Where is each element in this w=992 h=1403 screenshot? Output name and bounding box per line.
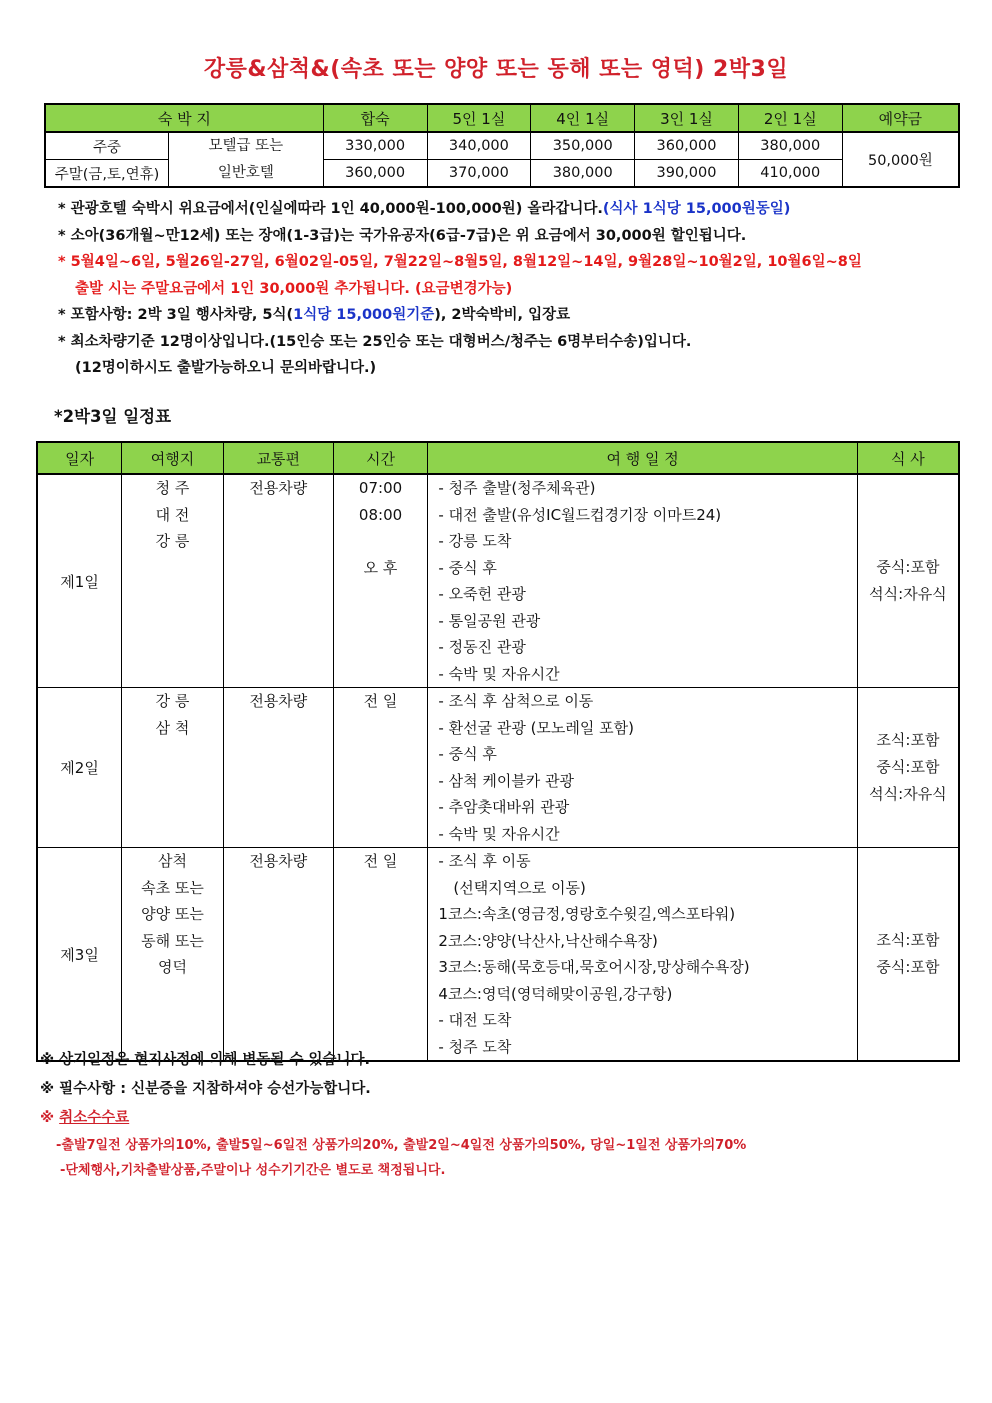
note-includes-meal: 1식당 15,000원기준 (293, 307, 435, 323)
sched-header-meal: 식 사 (857, 442, 959, 474)
weekday-label: 주중 (45, 132, 169, 160)
day-places (122, 848, 224, 1062)
itinerary-line: - 조식 후 삼척으로 이동 (438, 692, 594, 710)
price-header-row (45, 104, 959, 132)
day-transport (223, 474, 333, 688)
price-header-lodging: 숙 박 지 (45, 104, 323, 132)
itinerary-line: - 통일공원 관광 (438, 611, 541, 630)
day-transport (223, 848, 333, 1062)
meal-line: 조식:포함 (876, 731, 940, 749)
itinerary-line: - 환선굴 관광 (모노레일 포함) (438, 718, 634, 737)
itinerary-line: 3코스:동해(묵호등대,묵호어시장,망상해수욕장) (438, 958, 750, 976)
price-cell: 360,000 (635, 132, 739, 160)
place: 강 릉 (155, 692, 190, 710)
time: 전 일 (363, 692, 398, 710)
price-cell: 330,000 (323, 132, 427, 160)
transport-text: 전용차량 (249, 852, 308, 870)
lodging-line-1: 모텔급 또는 (208, 138, 284, 154)
itinerary-line: - 삼척 케이블카 관광 (438, 771, 575, 790)
footer-cancel-fees: -출발7일전 상품가의10%, 출발5일~6일전 상품가의20%, 출발2일~4일전 상품가의50%, 당일~1일전 상품가의70% (56, 1138, 747, 1153)
day-meals (857, 474, 959, 688)
note-peak-surcharge: 출발 시는 주말요금에서 1인 30,000원 추가됩니다. (요금변경가능) (75, 280, 513, 297)
day-places (122, 688, 224, 848)
price-cell: 390,000 (635, 160, 739, 188)
day-label: 제3일 (37, 848, 122, 1062)
sched-header-day: 일자 (37, 442, 122, 474)
price-header-5p: 5인 1실 (427, 104, 531, 132)
place: 동해 또는 (141, 931, 204, 950)
meal-line: 석식:자유식 (869, 585, 947, 603)
place: 양양 또는 (141, 905, 204, 923)
day-times (333, 474, 428, 688)
price-cell: 380,000 (738, 132, 842, 160)
note-includes (58, 302, 958, 329)
day-label: 제1일 (37, 474, 122, 688)
meal-line: 석식:자유식 (869, 785, 947, 803)
note-peak-dates: * 5월4일~6일, 5월26일-27일, 6월02일-05일, 7월22일~8월5일, 8월12일~14일, 9월28일~10월2일, 10월6일~8일 (58, 254, 862, 270)
price-header-4p: 4인 1실 (531, 104, 635, 132)
price-header-deposit: 예약금 (842, 104, 959, 132)
schedule-row-day1 (37, 474, 959, 688)
price-cell: 380,000 (531, 160, 635, 188)
time: 08:00 (358, 505, 403, 524)
price-cell: 370,000 (427, 160, 531, 188)
day-times (333, 688, 428, 848)
itinerary-line: - 숙박 및 자유시간 (438, 664, 560, 683)
price-header-3p: 3인 1실 (635, 104, 739, 132)
itinerary-line: - 청주 도착 (438, 1037, 512, 1056)
itinerary-line: 1코스:속초(영금정,영랑호수윗길,엑스포타워) (438, 905, 736, 923)
itinerary-line: - 중식 후 (438, 745, 497, 763)
itinerary-line: - 정동진 관광 (438, 638, 526, 656)
price-table (44, 103, 960, 188)
itinerary-line: - 청주 출발(청주체육관) (438, 479, 596, 497)
day-times (333, 848, 428, 1062)
itinerary-line: - 조식 후 이동 (438, 852, 531, 870)
note-includes-b: ), 2박숙박비, 입장료 (434, 307, 571, 323)
day-places (122, 474, 224, 688)
place: 강 릉 (155, 532, 190, 550)
itinerary-line: (선택지역으로 이동) (453, 878, 586, 897)
note-hotel-text: * 관광호텔 숙박시 위요금에서(인실에따라 1인 40,000원-100,000원) 올라갑니다. (58, 201, 603, 217)
day-meals (857, 848, 959, 1062)
itinerary-line: 4코스:영덕(영덕해맞이공원,강구항) (438, 984, 673, 1003)
place: 영덕 (158, 958, 188, 976)
meal-line: 중식:포함 (876, 758, 940, 776)
place: 청 주 (155, 479, 190, 497)
itinerary-line: - 중식 후 (438, 558, 497, 577)
footer-cancel-label: 취소수수료 (59, 1110, 130, 1126)
sched-header-transport: 교통편 (223, 442, 333, 474)
price-cell: 340,000 (427, 132, 531, 160)
day-itinerary (428, 474, 857, 688)
time: 07:00 (358, 479, 403, 497)
itinerary-line: 2코스:양양(낙산사,낙산해수욕장) (438, 931, 658, 950)
meal-line: 중식:포함 (876, 958, 940, 976)
time: 전 일 (363, 852, 398, 870)
footer-change-notice: ※ 상기일정은 현지사정에 의해 변동될 수 있습니다. (40, 1052, 371, 1068)
meal-line: 조식:포함 (876, 931, 940, 949)
price-row-weekday (45, 132, 959, 160)
schedule-title: *2박3일 일정표 (54, 407, 172, 426)
note-discount: * 소아(36개월~만12세) 또는 장애(1-3급)는 국가유공자(6급-7급)은 위 요금에서 30,000원 할인됩니다. (58, 227, 747, 244)
price-header-dorm: 합숙 (323, 104, 427, 132)
notes-section (58, 196, 958, 382)
schedule-table (36, 441, 960, 1062)
itinerary-line: - 추암촛대바위 관광 (438, 798, 570, 816)
page-title: 강릉&삼척&(속초 또는 양양 또는 동해 또는 영덕) 2박3일 (203, 57, 789, 82)
footer-cancel-mark: ※ (40, 1110, 60, 1126)
weekend-label: 주말(금,토,연휴) (45, 160, 169, 188)
transport-text: 전용차량 (249, 479, 308, 497)
transport-text: 전용차량 (249, 692, 308, 710)
place: 삼 척 (155, 718, 190, 737)
time (334, 528, 428, 555)
footer-cancel-title (40, 1104, 960, 1133)
itinerary-line: - 강릉 도착 (438, 532, 512, 550)
day-transport (223, 688, 333, 848)
note-min-people-2: (12명이하시도 출발가능하오니 문의바랍니다.) (75, 360, 377, 376)
footer-cancel-exception: -단체행사,기차출발상품,주말이나 성수기기간은 별도로 책정됩니다. (60, 1163, 446, 1178)
schedule-row-day3 (37, 848, 959, 1062)
footer-notes (40, 1046, 960, 1183)
lodging-line-2: 일반호텔 (217, 164, 274, 181)
day-label: 제2일 (37, 688, 122, 848)
place: 삼척 (158, 852, 188, 870)
place: 대 전 (155, 505, 190, 524)
itinerary-line: - 숙박 및 자유시간 (438, 824, 560, 843)
note-min-people: * 최소차량기준 12명이상입니다.(15인승 또는 25인승 또는 대형버스/청주는 6명부터수송)입니다. (58, 333, 692, 350)
place: 속초 또는 (141, 878, 204, 897)
price-cell: 350,000 (531, 132, 635, 160)
schedule-row-day2 (37, 688, 959, 848)
itinerary-line: - 대전 도착 (438, 1011, 512, 1029)
deposit-cell: 50,000원 (842, 132, 959, 187)
day-itinerary (428, 688, 857, 848)
sched-header-place: 여행지 (122, 442, 224, 474)
time: 오 후 (363, 558, 398, 577)
day-itinerary (428, 848, 857, 1062)
note-includes-a: * 포함사항: 2박 3일 행사차량, 5식( (58, 307, 294, 323)
sched-header-time: 시간 (333, 442, 428, 474)
price-cell: 360,000 (323, 160, 427, 188)
price-header-2p: 2인 1실 (738, 104, 842, 132)
footer-id-required: ※ 필수사항 : 신분증을 지참하셔야 승선가능합니다. (40, 1081, 371, 1097)
day-meals (857, 688, 959, 848)
note-hotel (58, 196, 958, 223)
itinerary-line: - 대전 출발(유성IC월드컵경기장 이마트24) (438, 505, 722, 524)
note-hotel-meal: (식사 1식당 15,000원동일) (602, 201, 791, 217)
schedule-header-row (37, 442, 959, 474)
meal-line: 중식:포함 (876, 558, 940, 576)
price-cell: 410,000 (738, 160, 842, 188)
lodging-type (169, 132, 324, 187)
sched-header-itinerary: 여 행 일 정 (428, 442, 857, 474)
itinerary-line: - 오죽헌 관광 (438, 585, 526, 603)
